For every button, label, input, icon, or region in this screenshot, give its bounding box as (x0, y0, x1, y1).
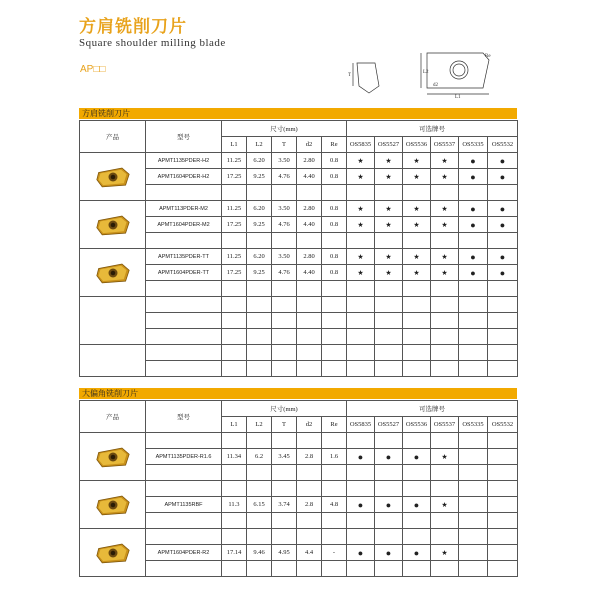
table-row (80, 513, 518, 529)
dot-icon: ● (499, 251, 506, 262)
product-image-cell (80, 201, 146, 249)
grade-cell (431, 449, 459, 465)
dim-cell: 6.2 (247, 449, 272, 465)
dim-cell: 4.8 (322, 497, 347, 513)
grade-cell (459, 545, 488, 561)
grade-cell (488, 169, 518, 185)
grade-cell (459, 217, 488, 233)
star-icon: ★ (357, 204, 364, 213)
dim-cell: 11.25 (222, 249, 247, 265)
dim-cell: 11.34 (222, 449, 247, 465)
star-icon: ★ (413, 204, 420, 213)
insert-image (95, 261, 131, 285)
grade-cell (347, 217, 375, 233)
product-image-cell (80, 529, 146, 577)
dim-cell: 4.40 (297, 217, 322, 233)
model-cell: APMT1604PDER-TT (146, 265, 222, 281)
grade-cell (375, 265, 403, 281)
grade-cell (375, 153, 403, 169)
dim-cell: 9.46 (247, 545, 272, 561)
dot-icon: ● (357, 451, 364, 462)
header-product: 产品 (80, 121, 146, 153)
star-icon: ★ (385, 220, 392, 229)
table-row (80, 153, 518, 169)
star-icon: ★ (385, 172, 392, 181)
grade-cell (459, 201, 488, 217)
model-cell: APMT1135RBF (146, 497, 222, 513)
dim-cell: 9.25 (247, 169, 272, 185)
header-model: 型号 (146, 401, 222, 433)
dim-cell: 3.50 (272, 249, 297, 265)
dim-cell: 0.8 (322, 265, 347, 281)
product-image-cell (80, 481, 146, 529)
grade-cell (488, 153, 518, 169)
table-row (80, 313, 518, 329)
dim-cell: 6.20 (247, 249, 272, 265)
dot-icon: ● (499, 219, 506, 230)
grade-cell (347, 449, 375, 465)
dot-icon: ● (413, 547, 420, 558)
insert-image (95, 493, 131, 517)
product-image-cell (80, 297, 146, 345)
table-row (80, 201, 518, 217)
star-icon: ★ (441, 500, 448, 509)
header-size: 尺寸(mm) (222, 121, 347, 137)
star-icon: ★ (413, 252, 420, 261)
table-row (80, 345, 518, 361)
grade-cell (403, 169, 431, 185)
insert-image (95, 445, 131, 469)
dim-cell: 2.8 (297, 497, 322, 513)
dim-cell: 2.80 (297, 201, 322, 217)
dim-cell: 3.74 (272, 497, 297, 513)
dim-cell: 2.80 (297, 153, 322, 169)
header-grade: OS5536 (403, 417, 431, 433)
dim-cell: 4.76 (272, 169, 297, 185)
grade-cell (347, 545, 375, 561)
product-image-cell (80, 345, 146, 377)
header-grade: OS5537 (431, 417, 459, 433)
header-grade: OS5527 (375, 417, 403, 433)
grade-cell (459, 249, 488, 265)
star-icon: ★ (385, 268, 392, 277)
grade-cell (347, 169, 375, 185)
dot-icon: ● (413, 451, 420, 462)
dot-icon: ● (470, 155, 476, 166)
grade-cell (459, 497, 488, 513)
star-icon: ★ (441, 452, 448, 461)
star-icon: ★ (357, 172, 364, 181)
grade-cell (488, 265, 518, 281)
dot-icon: ● (499, 155, 506, 166)
dot-icon: ● (385, 547, 392, 558)
dim-cell: 3.50 (272, 201, 297, 217)
dim-cell: 9.25 (247, 265, 272, 281)
grade-cell (459, 265, 488, 281)
star-icon: ★ (441, 252, 448, 261)
diagram-label-l2: L2 (423, 70, 429, 75)
page-subtitle: Square shoulder milling blade (79, 37, 226, 49)
star-icon: ★ (441, 220, 448, 229)
insert-image (95, 213, 131, 237)
table-row (80, 265, 518, 281)
table-row (80, 297, 518, 313)
header-dim: d2 (297, 417, 322, 433)
dim-cell: 4.76 (272, 265, 297, 281)
dim-cell: 4.95 (272, 545, 297, 561)
dim-cell: 6.20 (247, 153, 272, 169)
header-product: 产品 (80, 401, 146, 433)
grade-cell (403, 449, 431, 465)
table-row (80, 481, 518, 497)
insert-image (95, 165, 131, 189)
grade-cell (488, 497, 518, 513)
header-grade: OS5537 (431, 137, 459, 153)
grade-cell (431, 153, 459, 169)
dot-icon: ● (470, 171, 476, 182)
star-icon: ★ (357, 220, 364, 229)
grade-cell (347, 201, 375, 217)
grade-cell (403, 497, 431, 513)
dot-icon: ● (499, 267, 506, 278)
grade-cell (375, 201, 403, 217)
diagram-label-l1: L1 (455, 95, 461, 98)
table-row (80, 185, 518, 201)
section1-label: 方肩铣削刀片 (82, 109, 130, 118)
header-dim: L1 (222, 137, 247, 153)
grade-cell (459, 169, 488, 185)
diagram-label-t: T (348, 73, 352, 78)
dim-cell: 4.76 (272, 217, 297, 233)
header-grade: OS5835 (347, 137, 375, 153)
dot-icon: ● (499, 171, 506, 182)
dot-icon: ● (413, 499, 420, 510)
grade-cell (403, 249, 431, 265)
grade-cell (403, 201, 431, 217)
table-row (80, 169, 518, 185)
dim-cell: 0.8 (322, 169, 347, 185)
header-dim: d2 (297, 137, 322, 153)
dim-cell: 9.25 (247, 217, 272, 233)
grade-cell (403, 545, 431, 561)
star-icon: ★ (385, 252, 392, 261)
dim-cell: 6.20 (247, 201, 272, 217)
model-cell: APMT1604PDER-H2 (146, 169, 222, 185)
dim-cell: 0.8 (322, 217, 347, 233)
grade-cell (431, 249, 459, 265)
section2-table (79, 400, 518, 577)
model-cell: APMT1135PDER-H2 (146, 153, 222, 169)
star-icon: ★ (385, 204, 392, 213)
dot-icon: ● (470, 267, 476, 278)
diagram-label-d2: d2 (433, 83, 438, 88)
star-icon: ★ (357, 156, 364, 165)
header-grade: OS5536 (403, 137, 431, 153)
page-title: 方肩铣削刀片 (79, 17, 187, 37)
table-row (80, 217, 518, 233)
header-model: 型号 (146, 121, 222, 153)
dim-cell: 0.8 (322, 153, 347, 169)
grade-cell (488, 449, 518, 465)
dim-cell: 11.3 (222, 497, 247, 513)
dot-icon: ● (385, 499, 392, 510)
grade-cell (431, 201, 459, 217)
header-grade: OS5532 (488, 137, 518, 153)
insert-diagram (345, 48, 505, 98)
header-dim: Re (322, 137, 347, 153)
dim-cell: 0.8 (322, 201, 347, 217)
grade-cell (431, 217, 459, 233)
grade-cell (403, 217, 431, 233)
model-cell: APMT1135PDER-TT (146, 249, 222, 265)
grade-cell (375, 169, 403, 185)
dot-icon: ● (385, 451, 392, 462)
star-icon: ★ (441, 172, 448, 181)
table-row (80, 361, 518, 377)
header-grade: OS5335 (459, 417, 488, 433)
star-icon: ★ (413, 268, 420, 277)
star-icon: ★ (413, 156, 420, 165)
section1-table (79, 120, 518, 377)
dim-cell: 17.25 (222, 217, 247, 233)
header-dim: L2 (247, 137, 272, 153)
grade-cell (375, 217, 403, 233)
grade-cell (403, 265, 431, 281)
dim-cell: 4.4 (297, 545, 322, 561)
dim-cell: 3.45 (272, 449, 297, 465)
star-icon: ★ (441, 204, 448, 213)
grade-cell (488, 201, 518, 217)
star-icon: ★ (441, 156, 448, 165)
dim-cell: 17.14 (222, 545, 247, 561)
star-icon: ★ (357, 252, 364, 261)
header-dim: L2 (247, 417, 272, 433)
product-image-cell (80, 249, 146, 297)
grade-cell (431, 497, 459, 513)
header-grades: 可选牌号 (347, 401, 518, 417)
grade-cell (375, 449, 403, 465)
header-size: 尺寸(mm) (222, 401, 347, 417)
table-row (80, 329, 518, 345)
product-image-cell (80, 433, 146, 481)
star-icon: ★ (441, 548, 448, 557)
dot-icon: ● (470, 219, 476, 230)
star-icon: ★ (441, 268, 448, 277)
model-cell: APMT1135PDER-R1.6 (146, 449, 222, 465)
table-row (80, 561, 518, 577)
table-row (80, 497, 518, 513)
header-dim: L1 (222, 417, 247, 433)
table-row (80, 545, 518, 561)
section1-bar (79, 108, 517, 119)
model-cell: APMT1604PDER-R2 (146, 545, 222, 561)
dim-cell: 11.25 (222, 201, 247, 217)
product-code: AP□□ (80, 64, 106, 75)
dot-icon: ● (357, 499, 364, 510)
star-icon: ★ (385, 156, 392, 165)
grade-cell (431, 545, 459, 561)
dot-icon: ● (357, 547, 364, 558)
star-icon: ★ (357, 268, 364, 277)
grade-cell (431, 265, 459, 281)
table-row (80, 281, 518, 297)
product-image-cell (80, 153, 146, 201)
grade-cell (403, 153, 431, 169)
grade-cell (488, 249, 518, 265)
grade-cell (375, 497, 403, 513)
grade-cell (488, 545, 518, 561)
dim-cell: 11.25 (222, 153, 247, 169)
star-icon: ★ (413, 172, 420, 181)
dim-cell: 4.40 (297, 265, 322, 281)
insert-image (95, 541, 131, 565)
dot-icon: ● (470, 251, 476, 262)
table-row (80, 465, 518, 481)
grade-cell (488, 217, 518, 233)
grade-cell (347, 497, 375, 513)
table-row (80, 233, 518, 249)
header-dim: T (272, 137, 297, 153)
dot-icon: ● (499, 203, 506, 214)
table-row (80, 449, 518, 465)
header-grade: OS5835 (347, 417, 375, 433)
grade-cell (347, 153, 375, 169)
dot-icon: ● (470, 203, 476, 214)
dim-cell: 3.50 (272, 153, 297, 169)
section2-label: 大偏角铣削刀片 (82, 389, 138, 398)
dim-cell: 2.80 (297, 249, 322, 265)
grade-cell (375, 249, 403, 265)
header-dim: Re (322, 417, 347, 433)
header-dim: T (272, 417, 297, 433)
dim-cell: 1.6 (322, 449, 347, 465)
grade-cell (459, 153, 488, 169)
dim-cell: 2.8 (297, 449, 322, 465)
header-grades: 可选牌号 (347, 121, 518, 137)
table-row (80, 249, 518, 265)
table-row (80, 529, 518, 545)
grade-cell (431, 169, 459, 185)
grade-cell (375, 545, 403, 561)
dim-cell: 4.40 (297, 169, 322, 185)
dim-cell: 17.25 (222, 265, 247, 281)
model-cell: APMT1604PDER-M2 (146, 217, 222, 233)
grade-cell (459, 449, 488, 465)
header-grade: OS5527 (375, 137, 403, 153)
star-icon: ★ (413, 220, 420, 229)
section2-bar (79, 388, 517, 399)
dim-cell: 17.25 (222, 169, 247, 185)
dim-cell: 0.8 (322, 249, 347, 265)
table-row (80, 433, 518, 449)
grade-cell (347, 249, 375, 265)
model-cell: APMT113PDER-M2 (146, 201, 222, 217)
header-grade: OS5532 (488, 417, 518, 433)
grade-cell (347, 265, 375, 281)
diagram-label-re: Re (485, 54, 491, 59)
dim-cell: - (322, 545, 347, 561)
header-grade: OS5335 (459, 137, 488, 153)
dim-cell: 6.15 (247, 497, 272, 513)
